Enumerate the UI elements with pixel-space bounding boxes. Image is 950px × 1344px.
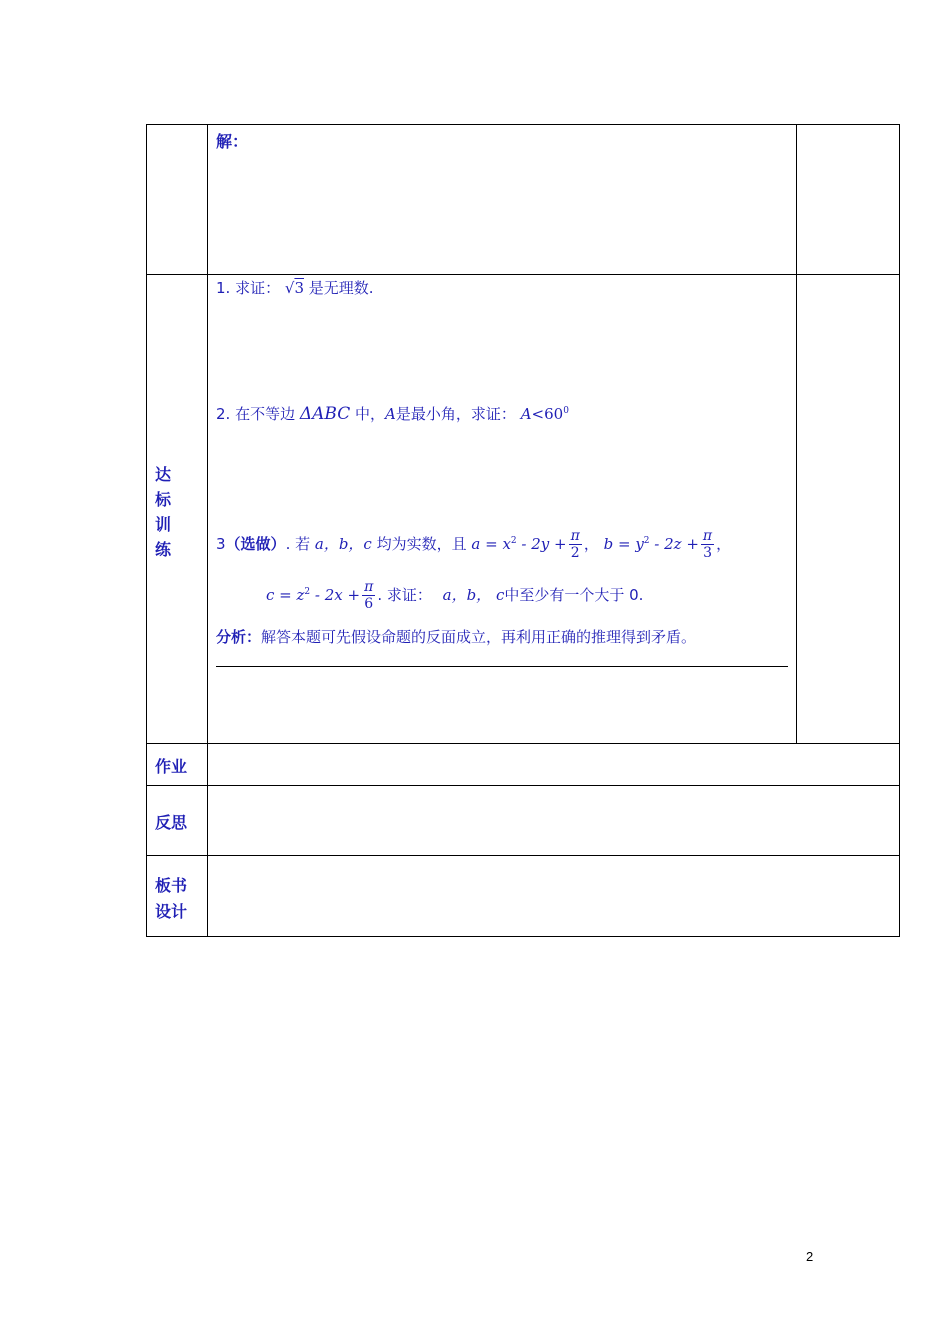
column-divider-label <box>207 124 208 937</box>
analysis-label: 分析： <box>216 628 262 646</box>
row-divider-4 <box>146 855 900 856</box>
question-1 <box>216 277 374 298</box>
eq-b-exp: 2 <box>643 536 650 546</box>
fraction-pi-over-3 <box>701 528 714 561</box>
q2-ineq-val: 60 <box>544 405 564 423</box>
q3-proof-lead: . 求证： <box>377 586 432 604</box>
frac-a-num: π <box>570 528 580 544</box>
q2-ineq-sign: < <box>531 405 545 423</box>
q3-tag: （选做） <box>225 535 286 553</box>
eq-c: c = z <box>266 586 305 604</box>
q2-ineq-deg: 0 <box>563 406 569 416</box>
practice-side-char: 标 <box>155 490 172 509</box>
answer-rule-line <box>216 666 788 667</box>
table-border-right <box>899 124 900 937</box>
q2-triangle: ΔABC <box>299 404 351 424</box>
q3-mid: 均为实数，且 <box>371 535 467 553</box>
board-design-label <box>155 873 187 925</box>
frac-c-den: 6 <box>364 596 374 612</box>
q2-prefix: 2. 在不等边 <box>216 405 296 423</box>
q3-num: 3 <box>216 535 226 553</box>
page-number: 2 <box>806 1249 814 1264</box>
homework-label: 作业 <box>155 757 188 776</box>
analysis <box>216 626 696 647</box>
lesson-table <box>146 124 900 937</box>
analysis-text: 解答本题可先假设命题的反面成立，再利用正确的推理得到矛盾。 <box>261 628 697 646</box>
frac-b-num: π <box>702 528 713 544</box>
sep-2: ， <box>716 535 732 553</box>
table-border-left <box>146 124 147 937</box>
question-3-line-1 <box>216 528 731 561</box>
eq-a-exp: 2 <box>510 536 517 546</box>
sqrt-expression: √3 <box>284 279 304 297</box>
eq-b: b = y <box>603 535 644 553</box>
reflection-label: 反思 <box>155 813 188 832</box>
practice-side-char: 达 <box>155 465 172 484</box>
q3-vars: a，b，c <box>314 535 372 553</box>
row-divider-2 <box>146 743 900 744</box>
question-3-line-2 <box>266 579 643 612</box>
q2-mid2: 是最小角，求证： <box>395 405 516 423</box>
row-divider-3 <box>146 785 900 786</box>
q2-var: A <box>385 405 396 423</box>
fraction-pi-over-2 <box>569 528 582 561</box>
eq-a-rest: - 2y + <box>516 535 567 553</box>
eq-a: a = x <box>471 535 511 553</box>
q2-ineq-var: A <box>520 405 532 423</box>
practice-side-char: 训 <box>155 515 172 534</box>
q1-prefix: 1. 求证： <box>216 279 281 297</box>
question-2 <box>216 403 569 424</box>
solution-label: 解： <box>216 132 249 151</box>
eq-c-rest: - 2x + <box>310 586 361 604</box>
q3-vars-2: a，b， c <box>442 586 505 604</box>
q1-suffix: 是无理数. <box>308 279 374 297</box>
table-border-top <box>146 124 900 125</box>
practice-side-label <box>155 462 175 562</box>
sqrt-radicand: 3 <box>294 279 304 297</box>
frac-b-den: 3 <box>703 545 712 561</box>
board-label-line-2: 设计 <box>155 902 188 921</box>
frac-a-den: 2 <box>570 545 580 561</box>
row-divider-1 <box>146 274 900 275</box>
practice-side-char: 练 <box>155 540 172 559</box>
column-divider-notes <box>796 124 797 743</box>
eq-b-rest: - 2z + <box>649 535 699 553</box>
q2-mid1: 中， <box>355 405 386 423</box>
fraction-pi-over-6 <box>362 579 375 612</box>
sep-1: ， <box>583 535 599 553</box>
eq-c-exp: 2 <box>304 587 311 597</box>
table-border-bottom <box>146 936 900 937</box>
frac-c-num: π <box>364 579 374 595</box>
q3-conclusion: 中至少有一个大于 0. <box>504 586 644 604</box>
q3-intro: . 若 <box>285 535 315 553</box>
board-label-line-1: 板书 <box>155 876 188 895</box>
